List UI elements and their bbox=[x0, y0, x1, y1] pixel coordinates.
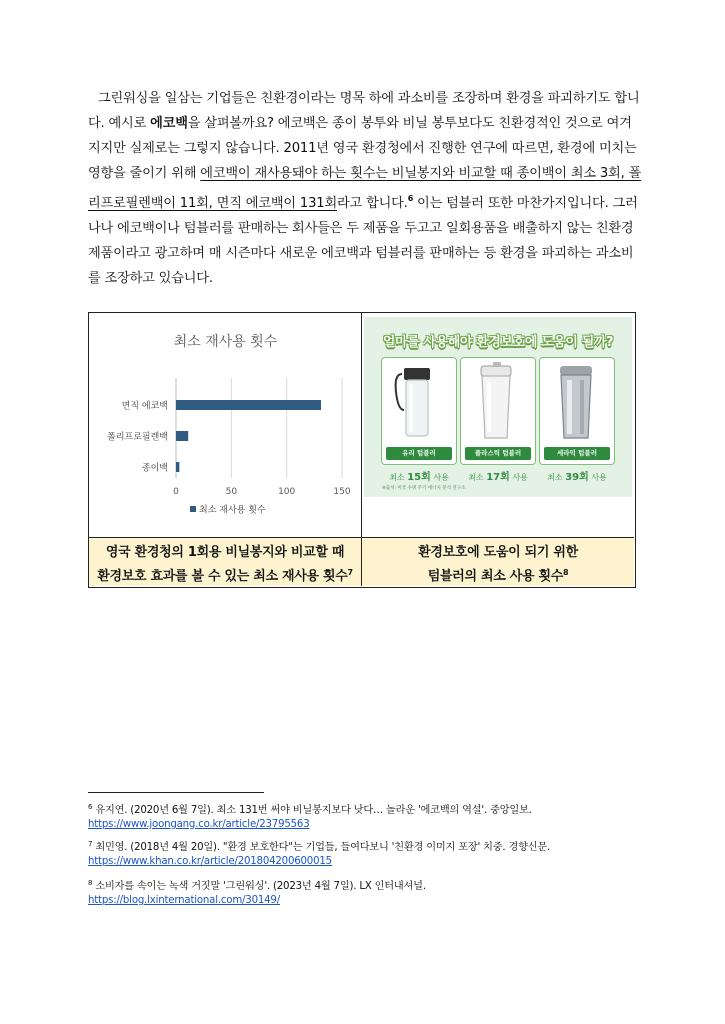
x-tick-label: 150 bbox=[333, 487, 351, 497]
infographic-source: ※출처: 미국 수명 주기 에너지 분석 연구소 bbox=[382, 486, 466, 491]
plastic-tumbler-card bbox=[460, 357, 536, 465]
tumbler-count bbox=[381, 468, 457, 483]
count-prefix: 최소 bbox=[547, 473, 566, 482]
caption-line: 환경보호에 도움이 되기 위한 bbox=[418, 545, 578, 560]
footnote-ref[interactable]: 7 bbox=[347, 568, 353, 577]
footnote-ref[interactable]: 8 bbox=[562, 568, 569, 577]
tumbler-infographic-cell bbox=[362, 313, 634, 537]
paragraph-bold-text: 에코백 bbox=[150, 116, 188, 131]
footnote-divider bbox=[88, 792, 264, 793]
count-suffix: 사용 bbox=[509, 473, 528, 482]
count-prefix: 최소 bbox=[389, 473, 408, 482]
footnote-citation: 소비자를 속이는 녹색 거짓말 '그린워싱'. (2023년 4월 7일). LX 인터내셔널. bbox=[95, 881, 426, 892]
footnote-link[interactable]: https://www.joongang.co.kr/article/23795563 bbox=[88, 819, 310, 830]
figure-table bbox=[88, 312, 636, 588]
caption-line: 영국 환경청의 1회용 비닐봉지와 비교할 때 bbox=[105, 545, 345, 560]
category-label: 종이백 bbox=[141, 463, 168, 474]
footnote-text bbox=[88, 876, 648, 894]
footnote-citation: 유지연. (2020년 6월 7일). 최소 131번 써야 비닐봉지보다 낫다… 놀라운 '에코백의 역설'. 중앙일보. bbox=[95, 805, 532, 816]
bar-chart bbox=[89, 313, 361, 535]
count-prefix: 최소 bbox=[468, 473, 487, 482]
count-value: 17회 bbox=[486, 472, 510, 483]
footnote-link[interactable]: https://www.khan.co.kr/article/201804200600015 bbox=[88, 856, 332, 867]
footnote-text bbox=[88, 800, 648, 818]
legend-swatch bbox=[190, 506, 196, 512]
paragraph-text: 이는 텀블러 또한 마찬가지입니다. 그러나나 에코백이나 텀블러를 판매하는 회사들은 두 제품을 두고고 일회용품을 배출하지 않는 친환경 제품이라고 광고하며 매 시즌마다 새로운 에코백과 텀블러를 판매하는 등 환경을 파괴하는 과소비를 조장하고 있습니다. bbox=[88, 196, 638, 286]
tumbler-count bbox=[460, 468, 536, 483]
glass-tumbler-card bbox=[381, 357, 457, 465]
x-tick-label: 50 bbox=[225, 487, 238, 497]
tumbler-count bbox=[539, 468, 615, 483]
tumbler-label: 유리 텀블러 bbox=[386, 447, 452, 460]
category-label: 폴리프로필렌백 bbox=[107, 432, 168, 443]
paragraph-underlined-text: 에코백이 재사용돼야 하는 횟수는 비닐봉지와 비교할 때 종이백이 최소 3회, 폴리프로필렌백이 11회, 면직 에코백이 131회 bbox=[88, 166, 642, 211]
caption-text: 환경보호 효과를 볼 수 있는 최소 재사용 횟수 bbox=[97, 569, 348, 584]
paragraph-text: 을 살펴볼까요? 에코백은 종이 봉투와 비닐 봉투보다도 친환경적인 것으로 여겨지지만 실제로는 그렇지 않습니다. 2011년 영국 환경청에서 진행한 연구에 따르면, 환경에 미치는 영향을 줄이기 위해 bbox=[88, 116, 637, 181]
bar bbox=[176, 400, 321, 410]
tumbler-infographic bbox=[364, 317, 632, 497]
footnote-number: 7 bbox=[88, 840, 93, 848]
footnote-number: 8 bbox=[88, 879, 93, 887]
caption-line bbox=[89, 563, 361, 587]
chart-cell bbox=[89, 313, 362, 537]
infographic-header: 얼마를 사용해야 환경보호에 도움이 될까? bbox=[382, 335, 614, 350]
bar bbox=[176, 431, 188, 441]
footnote-ref[interactable]: 6 bbox=[407, 194, 414, 203]
ceramic-tumbler-card bbox=[539, 357, 615, 465]
count-value: 39회 bbox=[565, 472, 589, 483]
category-label: 면직 에코백 bbox=[121, 401, 168, 412]
count-suffix: 사용 bbox=[588, 473, 607, 482]
x-tick-label: 100 bbox=[278, 487, 296, 497]
footnote-text bbox=[88, 837, 648, 855]
count-suffix: 사용 bbox=[430, 473, 449, 482]
footnote-citation: 최민영. (2018년 4월 20일). "환경 보호한다"는 기업들, 들여다보니 '친환경 이미지 포장' 치중. 경향신문. bbox=[95, 842, 551, 853]
plastic-tumbler-icon bbox=[461, 358, 534, 446]
glass-tumbler-icon bbox=[382, 358, 455, 446]
footnote bbox=[88, 876, 648, 908]
footnote-link[interactable]: https://blog.lxinternational.com/30149/ bbox=[88, 895, 280, 906]
chart-caption bbox=[89, 537, 362, 586]
paragraph-text: 그린워싱을 일삼는 기업들은 친환경이라는 명목 하에 과소비를 조장하며 환경을 파괴하기도 합니다. 예시로 bbox=[88, 91, 640, 131]
tumbler-label: 세라믹 텀블러 bbox=[544, 447, 610, 460]
caption-text: 텀블러의 최소 사용 횟수 bbox=[427, 569, 563, 584]
paragraph-text: 라고 합니다. bbox=[337, 196, 408, 211]
tumbler-label: 플라스틱 텀블러 bbox=[465, 447, 531, 460]
bar bbox=[176, 462, 179, 472]
legend-label: 최소 재사용 횟수 bbox=[199, 505, 266, 516]
count-value: 15회 bbox=[407, 472, 431, 483]
footnote bbox=[88, 837, 648, 869]
body-paragraph bbox=[88, 86, 644, 291]
footnote-number: 6 bbox=[88, 803, 93, 811]
x-tick-label: 0 bbox=[173, 487, 179, 497]
chart-title: 최소 재사용 횟수 bbox=[173, 334, 278, 350]
caption-line bbox=[362, 563, 634, 587]
footnote bbox=[88, 800, 648, 832]
ceramic-tumbler-icon bbox=[540, 358, 613, 446]
infographic-caption bbox=[362, 537, 634, 586]
